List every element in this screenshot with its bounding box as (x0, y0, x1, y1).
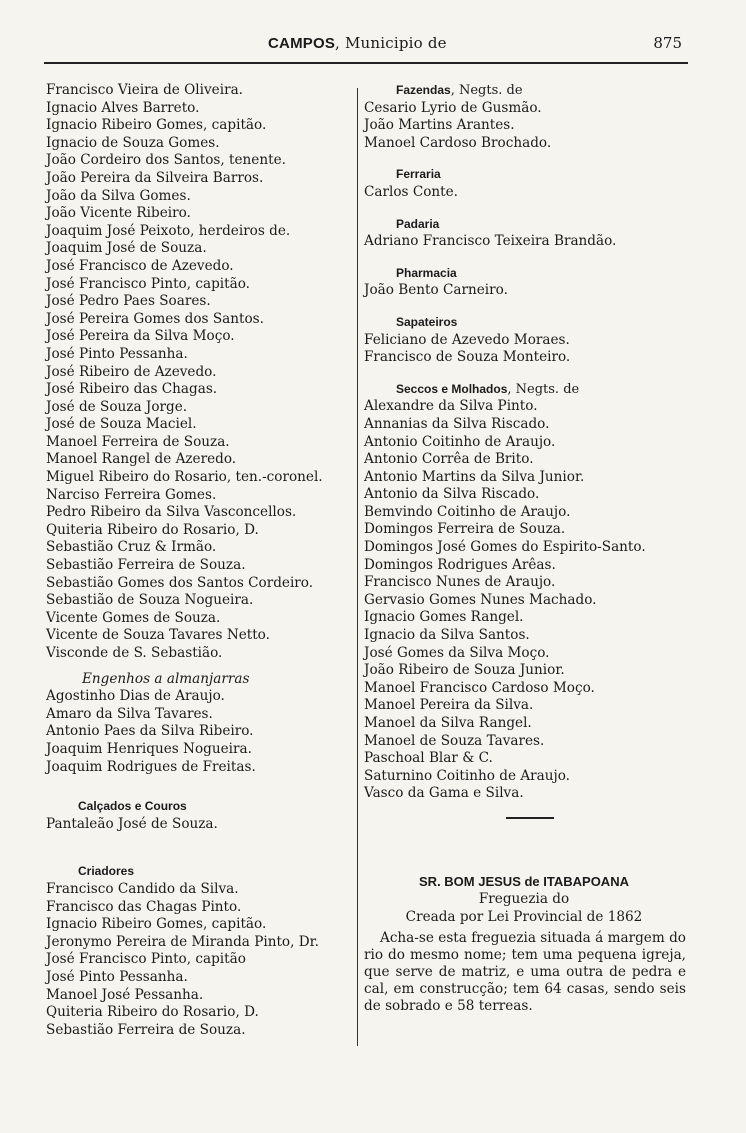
list-item: José de Souza Jorge. (46, 398, 188, 415)
right-column (364, 82, 684, 1015)
list-item: Francisco Nunes de Araujo. (364, 574, 556, 591)
list-item: José Gomes da Silva Moço. (364, 644, 550, 661)
section-heading-criadores: Criadores (78, 864, 135, 879)
list-item: José Pinto Pessanha. (46, 968, 188, 985)
list-item: Paschoal Blar & C. (364, 750, 493, 767)
seccos-heading-text: Seccos e Molhados (396, 381, 508, 396)
list-item: José Pedro Paes Soares. (46, 293, 211, 310)
list-item: Alexandre da Silva Pinto. (364, 398, 538, 415)
header-rule (44, 62, 688, 64)
list-item: José Francisco Pinto, capitão (46, 951, 246, 968)
list-item: Domingos José Gomes do Espirito-Santo. (364, 539, 646, 556)
list-item: João Martins Arantes. (364, 117, 515, 134)
list-item: Gervasio Gomes Nunes Machado. (364, 591, 597, 608)
list-item: Joaquim José de Souza. (46, 240, 207, 257)
running-title-rest: , Municipio de (335, 34, 447, 52)
list-item: Ignacio Ribeiro Gomes, capitão. (46, 916, 267, 933)
list-item: Vicente Gomes de Souza. (46, 609, 221, 626)
list-item: Manoel Ferreira de Souza. (46, 433, 230, 450)
list-item: Francisco Vieira de Oliveira. (46, 82, 243, 98)
list-item: Narciso Ferreira Gomes. (46, 486, 217, 503)
list-item: João Bento Carneiro. (364, 282, 508, 299)
list-item: Visconde de S. Sebastião. (46, 645, 223, 661)
list-item: Antonio Martins da Silva Junior. (364, 468, 585, 485)
list-item: João Vicente Ribeiro. (46, 205, 191, 222)
section-heading-padaria: Padaria (396, 216, 440, 231)
section-heading-seccos (364, 381, 684, 399)
names-list (46, 82, 351, 663)
list-item: Francisco Candido da Silva. (46, 880, 239, 897)
list-item: Antonio Coitinho de Araujo. (364, 433, 556, 450)
list-item: Domingos Rodrigues Arêas. (364, 556, 556, 573)
list-item: Carlos Conte. (364, 183, 459, 200)
list-item: Quiteria Ribeiro do Rosario, D. (46, 521, 259, 538)
running-title-city: CAMPOS (268, 35, 336, 52)
left-column (46, 82, 351, 1039)
list-item: Saturnino Coitinho de Araujo. (364, 767, 570, 784)
column-divider (357, 88, 358, 1046)
list-item: Joaquim Rodrigues de Freitas. (46, 758, 256, 775)
list-item: Amaro da Silva Tavares. (46, 705, 213, 722)
page-header (0, 34, 746, 58)
section-heading-ferraria: Ferraria (396, 167, 441, 182)
list-item: Manoel Rangel de Azeredo. (46, 451, 237, 468)
fazendas-heading-suffix: , Negts. de (450, 83, 523, 98)
list-item: José de Souza Maciel. (46, 416, 197, 433)
fazendas-heading-text: Fazendas (396, 83, 451, 97)
parish-description: Acha-se esta freguezia situada á margem do rio do mesmo nome; tem uma pequena igreja, que serve de matriz, e uma outra de pedra e cal, em construcção; tem 64 casas, sendo seis de sobrado e 58 terreas. (364, 930, 686, 1015)
list-item: Joaquim José Peixoto, herdeiros de. (46, 222, 291, 239)
list-item: Pedro Ribeiro da Silva Vasconcellos. (46, 504, 297, 521)
list-item: Manoel Pereira da Silva. (364, 697, 534, 714)
list-item: Manoel de Souza Tavares. (364, 732, 545, 749)
list-item: Ignacio da Silva Santos. (364, 627, 530, 644)
list-item: João da Silva Gomes. (46, 187, 191, 204)
list-item: João Cordeiro dos Santos, tenente. (46, 152, 286, 169)
list-item: José Ribeiro das Chagas. (46, 381, 218, 398)
list-item: Jeronymo Pereira de Miranda Pinto, Dr. (46, 933, 319, 950)
list-item: Manoel Cardoso Brochado. (364, 134, 552, 151)
list-item: José Pinto Pessanha. (46, 345, 188, 362)
list-item: Sebastião Ferreira de Souza. (46, 557, 246, 574)
list-item: Quiteria Ribeiro do Rosario, D. (46, 1004, 259, 1021)
list-item: Antonio Paes da Silva Ribeiro. (46, 723, 254, 740)
list-item: Adriano Francisco Teixeira Brandão. (364, 233, 617, 250)
list-item: Ignacio Ribeiro Gomes, capitão. (46, 117, 267, 134)
list-item: Cesario Lyrio de Gusmão. (364, 99, 542, 116)
parish-created: Creada por Lei Provincial de 1862 (405, 908, 643, 925)
section-heading-fazendas (364, 82, 684, 100)
list-item: Sebastião Cruz & Irmão. (46, 539, 217, 556)
list-item: Miguel Ribeiro do Rosario, ten.-coronel. (46, 469, 323, 486)
list-item: Domingos Ferreira de Souza. (364, 521, 566, 538)
list-item: Antonio da Silva Riscado. (364, 486, 540, 503)
list-item: Annanias da Silva Riscado. (364, 415, 550, 432)
section-heading-sapateiros: Sapateiros (396, 314, 458, 329)
list-item: Pantaleão José de Souza. (46, 815, 218, 832)
list-item: Ignacio Alves Barreto. (46, 99, 200, 116)
parish-subtitle: Freguezia do (478, 890, 570, 907)
list-item: João Pereira da Silveira Barros. (46, 169, 264, 186)
list-item: Manoel da Silva Rangel. (364, 715, 532, 731)
section-heading-pharmacia: Pharmacia (396, 265, 457, 280)
list-item: Sebastião Gomes dos Santos Cordeiro. (46, 574, 314, 591)
list-item: Sebastião Ferreira de Souza. (46, 1021, 246, 1038)
list-item: José Francisco de Azevedo. (46, 257, 234, 274)
parish-title: SR. BOM JESUS de ITABAPOANA (419, 873, 629, 889)
list-item: José Francisco Pinto, capitão. (46, 275, 250, 292)
list-item: José Pereira da Silva Moço. (46, 328, 235, 345)
list-item: Sebastião de Souza Nogueira. (46, 592, 254, 609)
list-item: Bemvindo Coitinho de Araujo. (364, 503, 571, 520)
section-heading-calcados: Calçados e Couros (78, 799, 187, 814)
list-item: Joaquim Henriques Nogueira. (46, 740, 252, 757)
list-item: Manoel José Pessanha. (46, 986, 204, 1003)
list-item: Ignacio de Souza Gomes. (46, 134, 220, 151)
list-item: Manoel Francisco Cardoso Moço. (364, 679, 595, 696)
list-item: Antonio Corrêa de Brito. (364, 451, 534, 468)
list-item: Francisco das Chagas Pinto. (46, 898, 242, 915)
list-item: Agostinho Dias de Araujo. (46, 688, 225, 705)
list-item: Vasco da Gama e Silva. (364, 785, 524, 802)
list-item: João Ribeiro de Souza Junior. (364, 662, 565, 679)
list-item: José Pereira Gomes dos Santos. (46, 310, 264, 327)
list-item: Ignacio Gomes Rangel. (364, 609, 524, 626)
list-item: José Ribeiro de Azevedo. (46, 363, 217, 380)
list-item: Vicente de Souza Tavares Netto. (46, 627, 270, 644)
running-title (268, 34, 447, 52)
page-number: 875 (653, 34, 682, 52)
section-heading-engenhos: Engenhos a almanjarras (82, 670, 250, 687)
seccos-heading-suffix: , Negts. de (507, 381, 580, 397)
list-item: Feliciano de Azevedo Moraes. (364, 331, 570, 348)
list-item: Francisco de Souza Monteiro. (364, 349, 571, 366)
